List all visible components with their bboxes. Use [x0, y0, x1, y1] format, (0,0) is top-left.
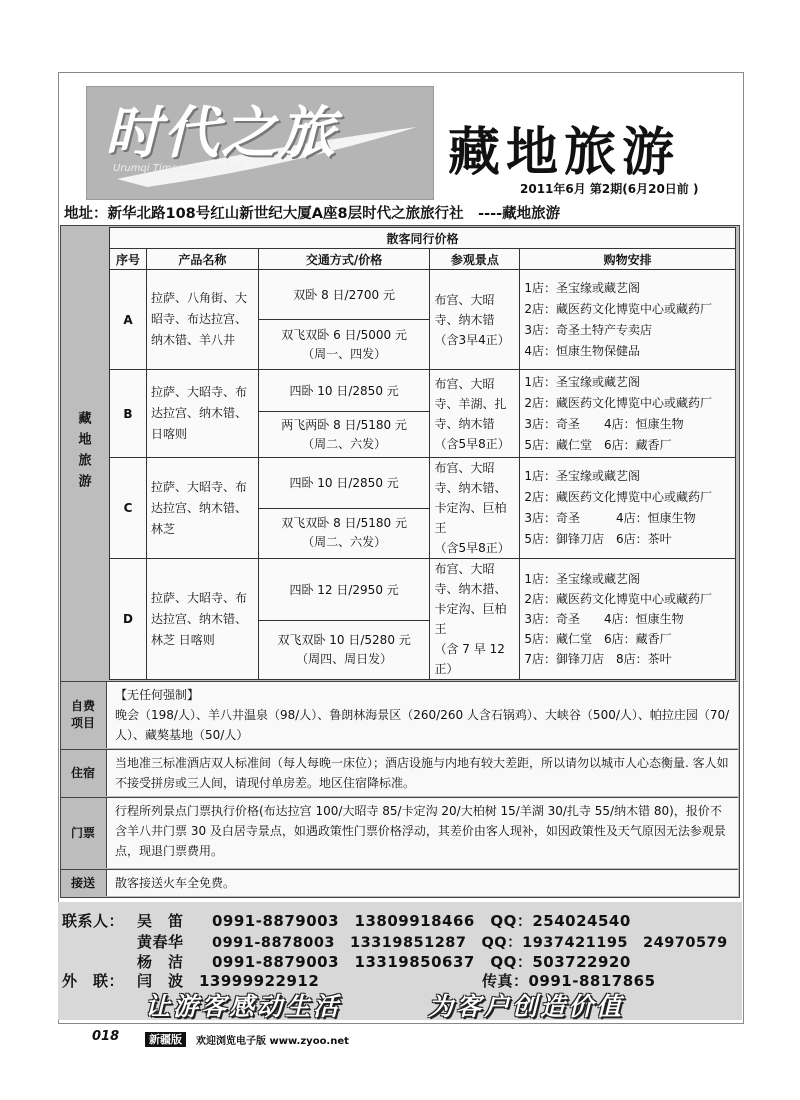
sights-text: 布宫、大昭寺、纳木措、卡定沟、巨柏王: [434, 562, 507, 636]
shop-item: 4店：恒康生物保健品: [524, 343, 640, 358]
sights-note: （含 7 早 12 正）: [434, 642, 505, 676]
table-row: [110, 458, 736, 509]
route-id: D: [110, 559, 147, 680]
transfer-section: [60, 870, 738, 896]
sights-note: （含5早8正）: [434, 541, 510, 555]
shop-item: 5店：御锋刀店 6店：茶叶: [524, 532, 672, 546]
table-row: [110, 270, 736, 320]
logo-sub-text: Urumqi Times-tour Co.Ltd: [113, 163, 243, 174]
section-body: 行程所列景点门票执行价格(布达拉宫 100/大昭寺 85/卡定沟 20/大柏树 15/羊湖 30/扎寺 55/纳木错 80)，报价不含羊八井门票 30 及白居寺景点，如遇政策性门票价格浮动，其差价由客人现补，如因政策性及天气原因无法参观景点，现退门票费用。: [106, 798, 738, 868]
route-id: C: [110, 458, 147, 559]
contact-phone: 0991-8878003 13319851287 QQ：1937421195 24970579: [212, 935, 728, 951]
transport-price-2: [258, 620, 430, 679]
sights-cell: [430, 270, 520, 370]
table-row: [110, 559, 736, 621]
shop-item: 5店：藏仁堂 6店：藏香厂: [524, 437, 672, 452]
header-cell: 序号: [110, 249, 147, 270]
departure-days: （周一、四发）: [302, 346, 387, 361]
outer-contact-label: 外 联：: [62, 972, 125, 990]
section-body: 当地准三标准酒店双人标准间（每人每晚一床位）；酒店设施与内地有较大差距，所以请勿以城市人心态衡量. 客人如不接受拼房或三人间，请现付单房差。地区住宿降标准。: [106, 750, 738, 796]
transport-price: 四卧 12 日/2950 元: [258, 559, 430, 621]
product-name: 拉萨、八角街、大昭寺、布达拉宫、纳木错、羊八井: [146, 270, 258, 370]
shop-item: 5店：藏仁堂 6店：藏香厂: [524, 632, 672, 646]
tickets-section: [60, 798, 738, 868]
footer-text: 欢迎浏览电子版 www.zyoo.net: [196, 1036, 349, 1047]
sights-note: （含5早8正）: [434, 436, 510, 451]
sights-cell: [430, 458, 520, 559]
edition-badge: 新疆版: [145, 1032, 186, 1047]
section-label-line: 项目: [70, 716, 95, 730]
transport-price-2: [258, 412, 430, 458]
sights-cell: [430, 559, 520, 680]
shop-item: 3店：奇圣 4店：恒康生物: [524, 511, 696, 525]
shop-item: 2店：藏医药文化博览中心或藏药厂: [524, 490, 712, 504]
product-name: 拉萨、大昭寺、布达拉宫、纳木错、日喀则: [146, 370, 258, 458]
header-cell: 产品名称: [146, 249, 258, 270]
lodging-section: [60, 750, 738, 796]
transport-price: 双卧 8 日/2700 元: [258, 270, 430, 320]
optional-note: 【无任何强制】: [115, 688, 200, 702]
header-cell: 交通方式/价格: [258, 249, 430, 270]
shop-item: 1店：圣宝缘或藏艺阁: [524, 280, 640, 295]
table-row: [110, 370, 736, 412]
route-id: A: [110, 270, 147, 370]
contact-name: 黄春华: [137, 933, 184, 951]
shop-item: 1店：圣宝缘或藏艺阁: [524, 374, 640, 389]
logo-main-text: 时代之旅: [105, 100, 337, 166]
section-label-line: 自费: [70, 699, 95, 713]
header-cell: 购物安排: [520, 249, 736, 270]
route-id: B: [110, 370, 147, 458]
departure-days: （周二、六发）: [302, 535, 387, 550]
fax-number: 传真：0991-8817865: [482, 972, 656, 990]
footer-badge: [145, 1031, 186, 1047]
shop-item: 2店：藏医药文化博览中心或藏药厂: [524, 395, 712, 410]
product-name: 拉萨、大昭寺、布达拉宫、纳木错、林芝: [146, 458, 258, 559]
shop-item: 1店：圣宝缘或藏艺阁: [524, 572, 640, 586]
sights-cell: [430, 370, 520, 458]
section-label: 接送: [70, 875, 95, 890]
outer-contact: 闫 波 13999922912: [137, 972, 320, 990]
contact-name: 吴 笛: [137, 912, 184, 930]
transport-price-line: 两飞两卧 8 日/5180 元: [281, 417, 407, 432]
shop-item: 3店：奇圣 4店：恒康生物: [524, 612, 684, 626]
transport-price-line: 双飞双卧 10 日/5280 元: [277, 632, 411, 647]
product-name: 拉萨、大昭寺、布达拉宫、纳木错、林芝 日喀则: [146, 559, 258, 680]
contact-phone: 0991-8879003 13319850637 QQ：503722920: [212, 953, 631, 971]
slogan-right: 为客户创造价值: [428, 992, 625, 1021]
shop-item: 3店：奇圣 4店：恒康生物: [524, 416, 684, 431]
table-title: 散客同行价格: [110, 228, 736, 249]
departure-days: （周四、周日发）: [296, 651, 393, 666]
table-header-row: [110, 249, 736, 270]
company-logo: [86, 86, 434, 200]
price-table: [109, 227, 736, 680]
side-label-text: 藏地旅游: [75, 410, 91, 495]
sights-text: 布宫、大昭寺、纳木错、卡定沟、巨柏王: [434, 461, 507, 535]
sights-text: 布宫、大昭寺、羊湖、扎寺、纳木错: [434, 376, 507, 431]
transport-price-line: 双飞双卧 6 日/5000 元: [281, 327, 407, 342]
side-label: [60, 225, 106, 680]
header-cell: 参观景点: [430, 249, 520, 270]
address-line: 地址：新华北路108号红山新世纪大厦A座8层时代之旅旅行社 ----藏地旅游: [64, 206, 561, 222]
contacts-label: 联系人：: [62, 912, 125, 930]
brand-title: 藏地旅游: [448, 122, 681, 183]
shopping-cell: [520, 270, 736, 370]
departure-days: （周二、六发）: [302, 436, 387, 451]
shop-item: 2店：藏医药文化博览中心或藏药厂: [524, 301, 712, 316]
section-body: 散客接送火车全免费。: [106, 870, 738, 896]
section-label: [60, 682, 106, 748]
section-body: [106, 682, 738, 748]
sights-note: （含3早4正）: [434, 332, 510, 347]
slogan-left: 让游客感动生活: [145, 992, 342, 1021]
transport-price: 四卧 10 日/2850 元: [258, 370, 430, 412]
shop-item: 1店：圣宝缘或藏艺阁: [524, 469, 640, 483]
section-label: 住宿: [70, 765, 95, 780]
shopping-cell: [520, 458, 736, 559]
shop-item: 7店：御锋刀店 8店：茶叶: [524, 652, 672, 666]
shopping-cell: [520, 559, 736, 680]
issue-date: 2011年6月 第2期(6月20日前 ): [520, 182, 699, 196]
optional-items: 晚会（198/人）、羊八井温泉（98/人）、鲁朗林海景区（260/260 人含石锅鸡）、大峡谷（500/人）、帕拉庄园（70/人）、藏獒基地（50/人）: [115, 708, 730, 742]
contact-name: 杨 洁: [137, 953, 184, 971]
transport-price-line: 双飞双卧 8 日/5180 元: [281, 516, 407, 531]
optional-section: [60, 682, 738, 748]
page-number: 018: [92, 1029, 120, 1044]
contact-phone: 0991-8879003 13809918466 QQ：254024540: [212, 912, 631, 930]
section-label: 门票: [70, 825, 95, 840]
transport-price: 四卧 10 日/2850 元: [258, 458, 430, 509]
transport-price-2: [258, 320, 430, 370]
transport-price-2: [258, 508, 430, 559]
shop-item: 2店：藏医药文化博览中心或藏药厂: [524, 592, 712, 606]
shop-item: 3店：奇圣土特产专卖店: [524, 322, 652, 337]
sights-text: 布宫、大昭寺、纳木错: [434, 292, 495, 327]
shopping-cell: [520, 370, 736, 458]
